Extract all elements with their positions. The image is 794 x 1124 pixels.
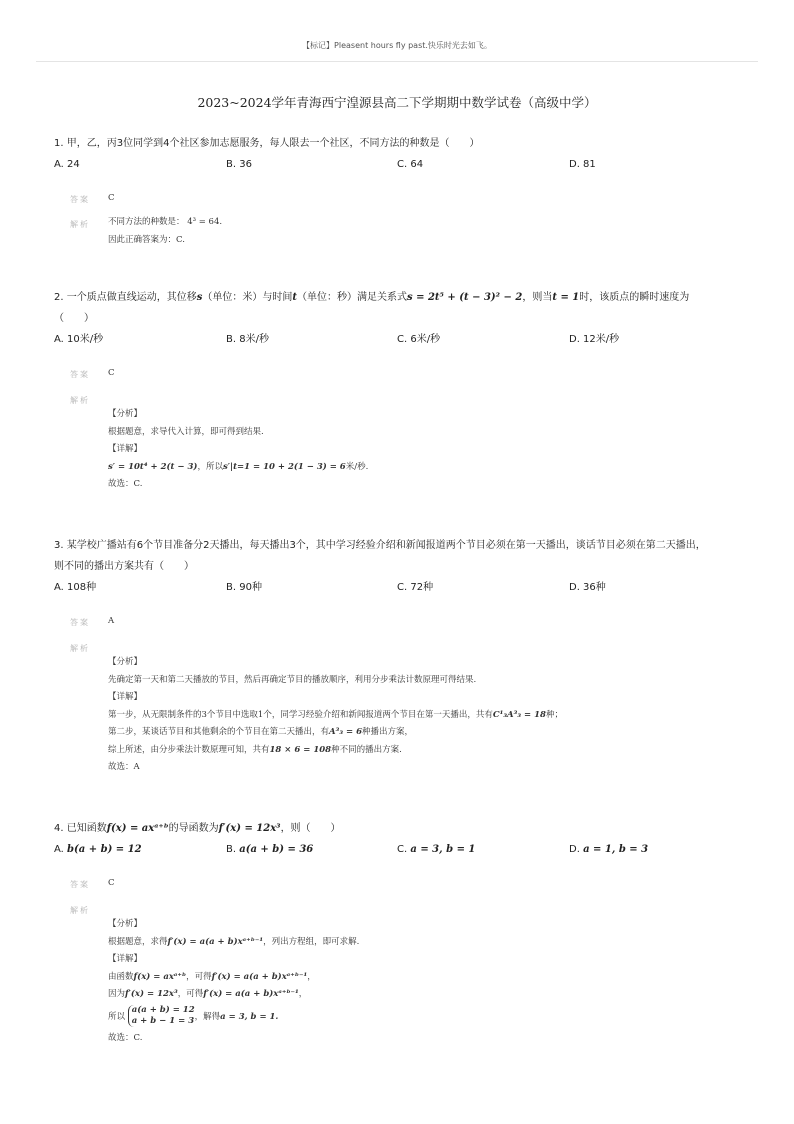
option-b[interactable]: B. 8米/秒 — [226, 334, 269, 345]
option-a[interactable]: A. b(a + b) = 12 — [54, 844, 142, 855]
question-stem-line2: （ ） — [54, 313, 94, 324]
question-2 — [54, 287, 754, 508]
answer-value: C — [108, 193, 115, 203]
question-stem-line2: 则不同的播出方案共有（ ） — [54, 561, 194, 572]
analysis-line: 综上所述，由分步乘法计数原理可知，共有18 × 6 = 108种不同的播出方案. — [108, 744, 402, 755]
document-title: 2023~2024学年青海西宁湟源县高二下学期期中数学试卷（高级中学） — [197, 95, 597, 110]
answer-label: 答案 — [70, 195, 90, 204]
question-3 — [54, 535, 754, 796]
analysis-line: 【详解】 — [108, 692, 143, 702]
option-d[interactable]: D. a = 1, b = 3 — [569, 844, 649, 855]
analysis-line: 先确定第一天和第二天播放的节目，然后再确定节目的播放顺序，利用分步乘法计数原理可得结果. — [108, 674, 477, 685]
analysis-line: 因为f′(x) = 12x³，可得f′(x) = a(a + b)xᵃ⁺ᵇ⁻¹， — [108, 989, 308, 999]
question-stem: 1. 甲，乙，丙3位同学到4个社区参加志愿服务，每人限去一个社区，不同方法的种数是（ ） — [54, 138, 480, 149]
answer-label: 答案 — [70, 880, 90, 889]
answer-label: 答案 — [70, 618, 90, 627]
options-row — [54, 330, 754, 350]
solution-block — [54, 606, 754, 796]
analysis-line: 【分析】 — [108, 657, 143, 667]
analysis-line: 根据题意，求得f′(x) = a(a + b)xᵃ⁺ᵇ⁻¹，列出方程组，即可求解. — [108, 936, 360, 947]
question-4 — [54, 818, 754, 1088]
analysis-line: 故选：A — [108, 762, 140, 772]
option-d[interactable]: D. 36种 — [569, 582, 606, 593]
option-b[interactable]: B. a(a + b) = 36 — [226, 844, 314, 855]
options-row — [54, 155, 754, 175]
option-a[interactable]: A. 108种 — [54, 582, 97, 593]
options-row — [54, 578, 754, 598]
analysis-line: 根据题意，求导代入计算，即可得到结果. — [108, 426, 264, 437]
analysis-line: 【分析】 — [108, 409, 143, 419]
header-note: 【标记】Pleasent hours fly past.快乐时光去如飞。 — [302, 41, 492, 50]
equation-system: a(a + b) = 12 a + b − 1 = 3 — [128, 1005, 195, 1027]
option-b[interactable]: B. 90种 — [226, 582, 262, 593]
analysis-line: 【分析】 — [108, 919, 143, 929]
analysis-line: 故选：C. — [108, 479, 143, 489]
analysis-text — [108, 214, 222, 249]
analysis-line: 由函数f(x) = axᵃ⁺ᵇ，可得f′(x) = a(a + b)xᵃ⁺ᵇ⁻¹， — [108, 971, 316, 982]
question-stem: 2. 一个质点做直线运动，其位移s（单位：米）与时间t（单位：秒）满足关系式s = 2t⁵ + (t − 3)² − 2，则当t = 1时，该质点的瞬时速度为 — [54, 292, 690, 303]
analysis-text — [108, 406, 368, 494]
analysis-line: 【详解】 — [108, 954, 143, 964]
answer-value: C — [108, 368, 115, 378]
answer-label: 答案 — [70, 370, 90, 379]
analysis-line: 所以 a(a + b) = 12 a + b − 1 = 3 ，解得a = 3, b = 1. — [108, 1005, 279, 1026]
option-b[interactable]: B. 36 — [226, 159, 252, 170]
option-d[interactable]: D. 81 — [569, 159, 596, 170]
analysis-line: 第二步，某谈话节目和其他剩余的个节目在第二天播出，有A³₃ = 6种播出方案， — [108, 727, 414, 737]
option-c[interactable]: C. 64 — [397, 159, 424, 170]
option-c[interactable]: C. 6米/秒 — [397, 334, 441, 345]
options-row — [54, 840, 754, 860]
analysis-line: 不同方法的种数是： 4³ = 64. — [108, 217, 223, 227]
solution-block — [54, 868, 754, 1088]
solution-block — [54, 183, 754, 253]
solution-block — [54, 358, 754, 508]
analysis-label: 解析 — [70, 396, 90, 405]
answer-value: A — [108, 616, 115, 626]
analysis-line: 第一步，从无限制条件的3个节目中选取1个，同学习经验介绍和新闻报道两个节目在第一天播出，共有C¹₃A³₃ = 18种； — [108, 709, 563, 720]
question-1 — [54, 133, 754, 253]
question-stem: 3. 某学校广播站有6个节目准备分2天播出，每天播出3个，其中学习经验介绍和新闻报道两个节目必须在第一天播出，谈话节目必须在第二天播出， — [54, 540, 706, 551]
analysis-label: 解析 — [70, 220, 90, 229]
analysis-line: 因此正确答案为：C. — [108, 234, 185, 245]
analysis-text — [108, 916, 359, 1047]
option-d[interactable]: D. 12米/秒 — [569, 334, 620, 345]
option-a[interactable]: A. 10米/秒 — [54, 334, 104, 345]
answer-value: C — [108, 878, 115, 888]
header-divider — [36, 61, 758, 62]
option-c[interactable]: C. 72种 — [397, 582, 434, 593]
analysis-line: s′ = 10t⁴ + 2(t − 3)，所以s′|t=1 = 10 + 2(1 − 3) = 6米/秒. — [108, 461, 369, 472]
option-a[interactable]: A. 24 — [54, 159, 80, 170]
analysis-label: 解析 — [70, 644, 90, 653]
analysis-label: 解析 — [70, 906, 90, 915]
analysis-line: 【详解】 — [108, 444, 143, 454]
analysis-text — [108, 654, 563, 777]
question-stem: 4. 已知函数f(x) = axᵃ⁺ᵇ的导函数为f′(x) = 12x³，则（ ） — [54, 823, 341, 834]
analysis-line: 故选：C. — [108, 1032, 143, 1043]
option-c[interactable]: C. a = 3, b = 1 — [397, 844, 476, 855]
